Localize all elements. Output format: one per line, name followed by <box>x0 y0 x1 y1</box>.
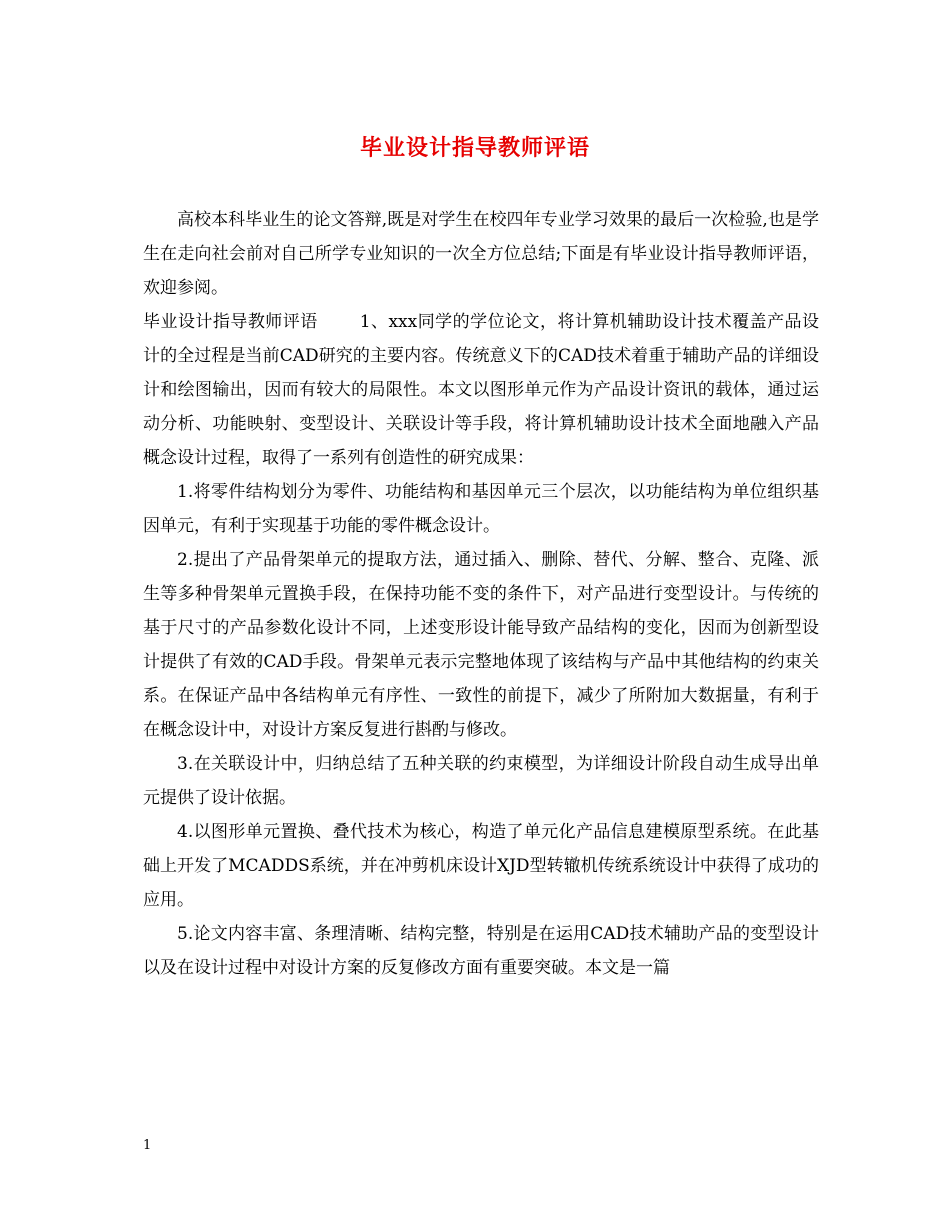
list-item: 3.在关联设计中，归纳总结了五种关联的约束模型，为详细设计阶段自动生成导出单元提供了设计依据。 <box>143 754 819 808</box>
list-item: 2.提出了产品骨架单元的提取方法，通过插入、删除、替代、分解、整合、克隆、派生等多种骨架单元置换手段，在保持功能不变的条件下，对产品进行变型设计。与传统的基于尺寸的产品参数化设计不同，上述变形设计能导致产品结构的变化，因而为创新型设计提供了有效的CAD手段。骨架单元表示完整地体现了该结构与产品中其他结构的约束关系。在保证产品中各结构单元有序性、一致性的前提下，减少了所附加大数据量，有利于在概念设计中，对设计方案反复进行斟酌与修改。 <box>143 550 819 740</box>
document-body <box>143 203 819 985</box>
section-text: 1、xxx同学的学位论文，将计算机辅助设计技术覆盖产品设计的全过程是当前CAD研究的主要内容。传统意义下的CAD技术着重于辅助产品的详细设计和绘图输出，因而有较大的局限性。本文以图形单元作为产品设计资讯的载体，通过运动分析、功能映射、变型设计、关联设计等手段，将计算机辅助设计技术全面地融入产品概念设计过程，取得了一系列有创造性的研究成果： <box>143 312 820 468</box>
document-title: 毕业设计指导教师评语 <box>359 135 590 161</box>
list-item: 1.将零件结构划分为零件、功能结构和基因单元三个层次，以功能结构为单位组织基因单元，有利于实现基于功能的零件概念设计。 <box>143 482 819 536</box>
intro-paragraph: 高校本科毕业生的论文答辩,既是对学生在校四年专业学习效果的最后一次检验,也是学生在走向社会前对自己所学专业知识的一次全方位总结;下面是有毕业设计指导教师评语，欢迎参阅。 <box>143 210 819 298</box>
list-item: 4.以图形单元置换、叠代技术为核心，构造了单元化产品信息建模原型系统。在此基础上开发了MCADDS系统，并在冲剪机床设计XJD型转辙机传统系统设计中获得了成功的应用。 <box>143 822 819 910</box>
list-item: 5.论文内容丰富、条理清晰、结构完整，特别是在运用CAD技术辅助产品的变型设计以及在设计过程中对设计方案的反复修改方面有重要突破。本文是一篇 <box>143 924 819 978</box>
page-number: 1 <box>143 1138 152 1153</box>
section-label: 毕业设计指导教师评语 <box>143 312 318 332</box>
section-paragraph <box>143 305 819 475</box>
